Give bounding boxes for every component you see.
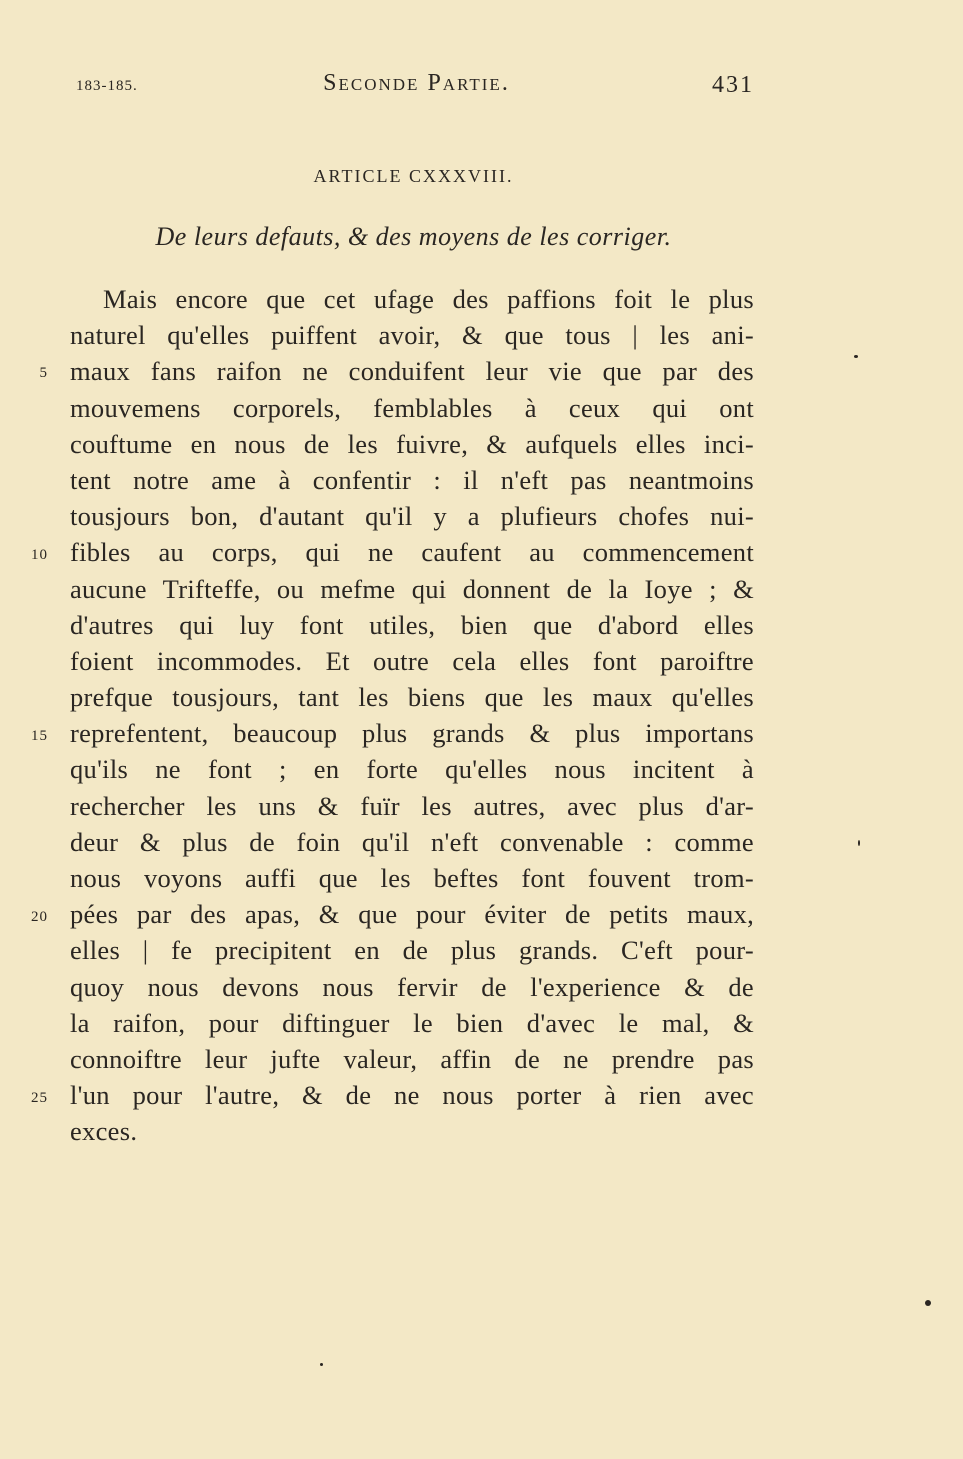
line-number: 5 <box>39 365 48 381</box>
line-number: 20 <box>31 909 48 925</box>
paper-speck <box>858 840 860 846</box>
text-line: l'un pour l'autre, & de ne nous porter à rien avec <box>70 1080 754 1111</box>
text-line: tousjours bon, d'autant qu'il y a plufieurs chofes nui- <box>70 501 754 532</box>
running-head-part-title: Seconde Partie. <box>323 70 510 96</box>
line-number: 10 <box>31 547 48 563</box>
text-line: quoy nous devons nous fervir de l'experience & de <box>70 971 754 1002</box>
paper-speck <box>854 355 858 358</box>
paper-speck <box>925 1300 931 1306</box>
text-line: pées par des apas, & que pour éviter de petits maux, <box>70 899 754 930</box>
article-title: De leurs defauts, & des moyens de les corriger. <box>155 222 672 251</box>
text-line: naturel qu'elles puiffent avoir, & que tous | les ani- <box>70 320 754 351</box>
text-line: fibles au corps, qui ne caufent au commencement <box>70 537 754 568</box>
body-text <box>70 281 754 1150</box>
text-line: exces. <box>70 1116 138 1147</box>
text-line: aucune Trifteffe, ou mefme qui donnent de la Ioye ; & <box>70 573 754 604</box>
text-line: nous voyons auffi que les beftes font fouvent trom- <box>70 863 754 893</box>
line-number: 25 <box>31 1090 48 1106</box>
running-head <box>0 70 963 110</box>
text-line: Mais encore que cet ufage des paffions foit le plus <box>103 284 754 314</box>
text-line: rechercher les uns & fuïr les autres, avec plus d'ar- <box>70 790 754 821</box>
text-line: elles | fe precipitent en de plus grands. C'eft pour- <box>70 935 754 966</box>
text-line: mouvemens corporels, femblables à ceux qui ont <box>70 392 754 423</box>
running-head-section-range: 183-185. <box>76 78 138 94</box>
text-line: connoiftre leur jufte valeur, affin de ne prendre pas <box>70 1043 754 1074</box>
text-line: la raifon, pour diftinguer le bien d'avec le mal, & <box>70 1007 754 1038</box>
text-line: maux fans raifon ne conduifent leur vie que par des <box>70 356 754 387</box>
text-line: d'autres qui luy font utiles, bien que d'abord elles <box>70 609 754 640</box>
text-line: deur & plus de foin qu'il n'eft convenable : comme <box>70 826 754 857</box>
text-line: qu'ils ne font ; en forte qu'elles nous incitent à <box>70 754 754 785</box>
text-line: couftume en nous de les fuivre, & aufquels elles inci- <box>70 428 754 459</box>
text-line: prefque tousjours, tant les biens que les maux qu'elles <box>70 682 754 713</box>
text-line: foient incommodes. Et outre cela elles font paroiftre <box>70 645 754 676</box>
line-number: 15 <box>31 728 48 744</box>
text-line: reprefentent, beaucoup plus grands & plus importans <box>70 718 754 749</box>
page-number: 431 <box>712 72 754 98</box>
paper-speck <box>320 1363 323 1366</box>
article-heading: ARTICLE CXXXVIII. <box>313 166 514 186</box>
text-line: tent notre ame à confentir : il n'eft pas neantmoins <box>70 464 754 495</box>
